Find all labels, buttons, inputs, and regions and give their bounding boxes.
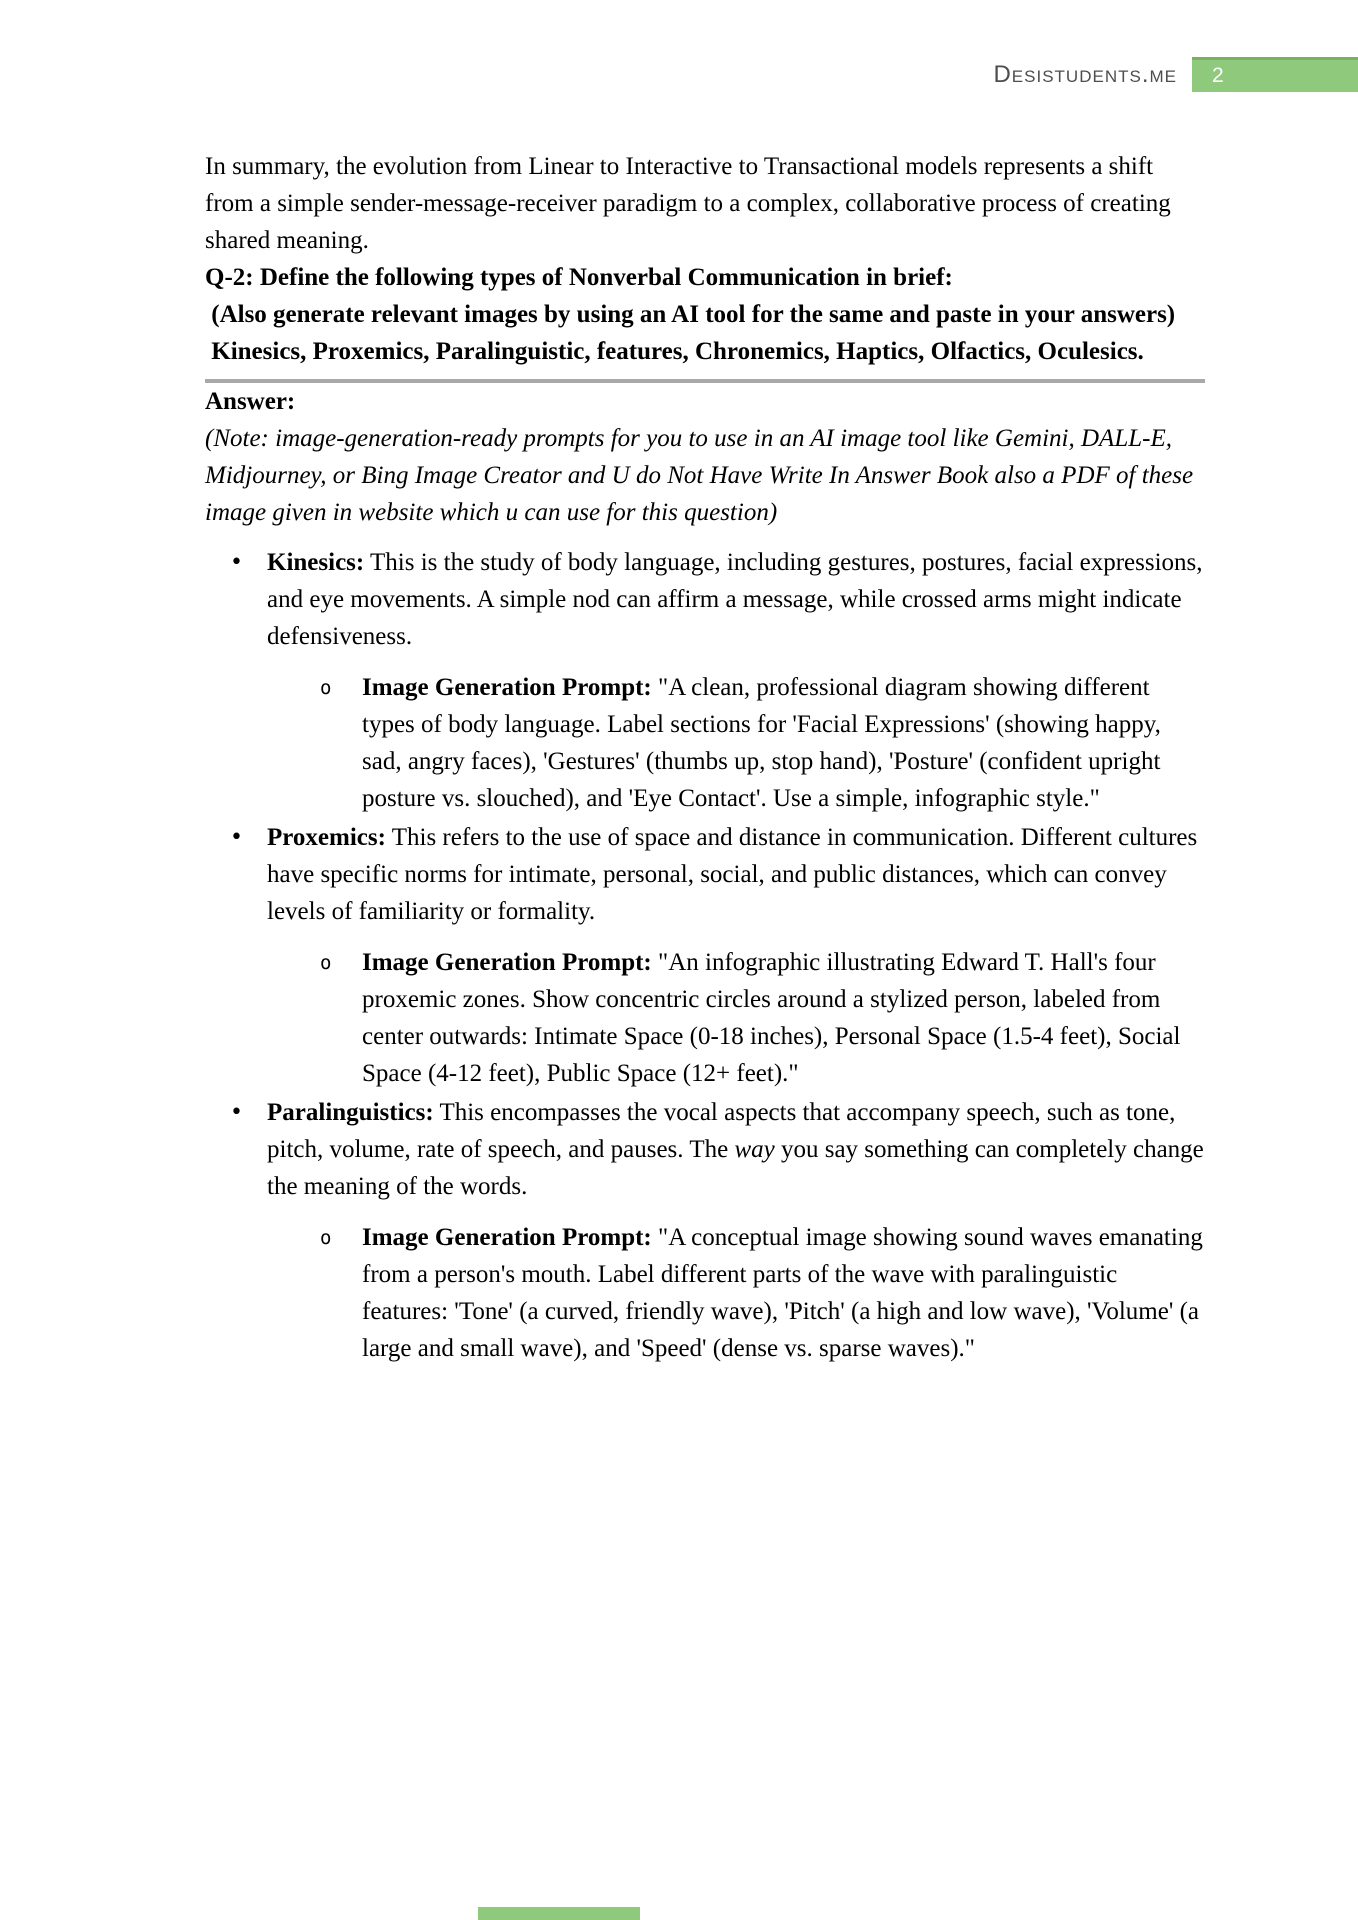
intro-paragraph: In summary, the evolution from Linear to Interactive to Transactional models represents a shift from a simple sender-message-receiver paradigm to a complex, collaborative process of creating shared meaning. <box>205 153 1178 254</box>
prompt-label: Image Generation Prompt: <box>362 674 652 701</box>
sub-bullet-icon: o <box>320 677 332 699</box>
sub-bullet-icon: o <box>320 1227 332 1249</box>
answer-note: (Note: image-generation-ready prompts for you to use in an AI image tool like Gemini, DALL-E, Midjourney, or Bing Image Creator and U do Not Have Write In Answer Book also a PDF of these image given in website which u can use for this question) <box>205 425 1200 526</box>
question-terms: Kinesics, Proxemics, Paralinguistic, features, Chronemics, Haptics, Olfactics, Oculesics. <box>205 338 1144 365</box>
page-number: 2 <box>1212 64 1224 87</box>
term-label: Paralinguistics: <box>267 1099 434 1126</box>
definition-text: This is the study of body language, including gestures, postures, facial expressions, and eye movements. A simple nod can affirm a message, while crossed arms might indicate defensiveness. <box>267 549 1209 650</box>
bullet-icon: • <box>230 825 243 850</box>
footer-accent-bar <box>478 1907 640 1920</box>
question-instruction: (Also generate relevant images by using an AI tool for the same and paste in your answers) <box>205 301 1176 328</box>
definition-text: This refers to the use of space and distance in communication. Different cultures have specific norms for intimate, personal, social, and public distances, which can convey levels of familiarity or formality. <box>267 824 1204 925</box>
term-label: Proxemics: <box>267 824 386 851</box>
definition-text-post: you say something can completely change the meaning of the words. <box>267 1136 1211 1200</box>
page-number-badge <box>1192 57 1358 92</box>
page-header <box>993 57 1358 92</box>
list-item-kinesics <box>205 544 1209 655</box>
list-item-paralinguistics <box>205 1094 1211 1205</box>
answer-label: Answer: <box>205 388 296 415</box>
prompt-text: "A clean, professional diagram showing different types of body language. Label sections for 'Facial Expressions' (showing happy, sad, angry faces), 'Gestures' (thumbs up, stop hand), 'Posture' (confident upright posture vs. slouched), and 'Eye Contact'. Use a simple, infographic style." <box>362 674 1168 812</box>
prompt-label: Image Generation Prompt: <box>362 949 652 976</box>
prompt-item-kinesics <box>205 669 1205 817</box>
list-item-proxemics <box>205 819 1205 930</box>
question-heading: Q-2: Define the following types of Nonverbal Communication in brief: <box>205 264 953 291</box>
prompt-text: "A conceptual image showing sound waves emanating from a person's mouth. Label different parts of the wave with paralinguistic features: 'Tone' (a curved, friendly wave), 'Pitch' (a high and low wave), 'Volume' (a large and small wave), and 'Speed' (dense vs. sparse waves)." <box>362 1224 1210 1362</box>
bullet-icon: • <box>230 550 243 575</box>
site-brand: Desistudents.me <box>993 60 1177 88</box>
sub-bullet-icon: o <box>320 952 332 974</box>
bullet-icon: • <box>230 1100 243 1125</box>
prompt-item-proxemics <box>205 944 1205 1092</box>
term-label: Kinesics: <box>267 549 365 576</box>
prompt-item-paralinguistics <box>205 1219 1210 1367</box>
prompt-text: "An infographic illustrating Edward T. Hall's four proxemic zones. Show concentric circles around a stylized person, labeled from center outwards: Intimate Space (0-18 inches), Personal Space (1.5-4 feet), Social Space (4-12 feet), Public Space (12+ feet)." <box>362 949 1187 1087</box>
definition-text: This encompasses the vocal aspects that accompany speech, such as tone, pitch, volume, rate of speech, and pauses. The <box>267 1099 1182 1163</box>
document-body <box>205 148 1211 1367</box>
definition-italic-word: way <box>734 1136 775 1163</box>
prompt-label: Image Generation Prompt: <box>362 1224 652 1251</box>
